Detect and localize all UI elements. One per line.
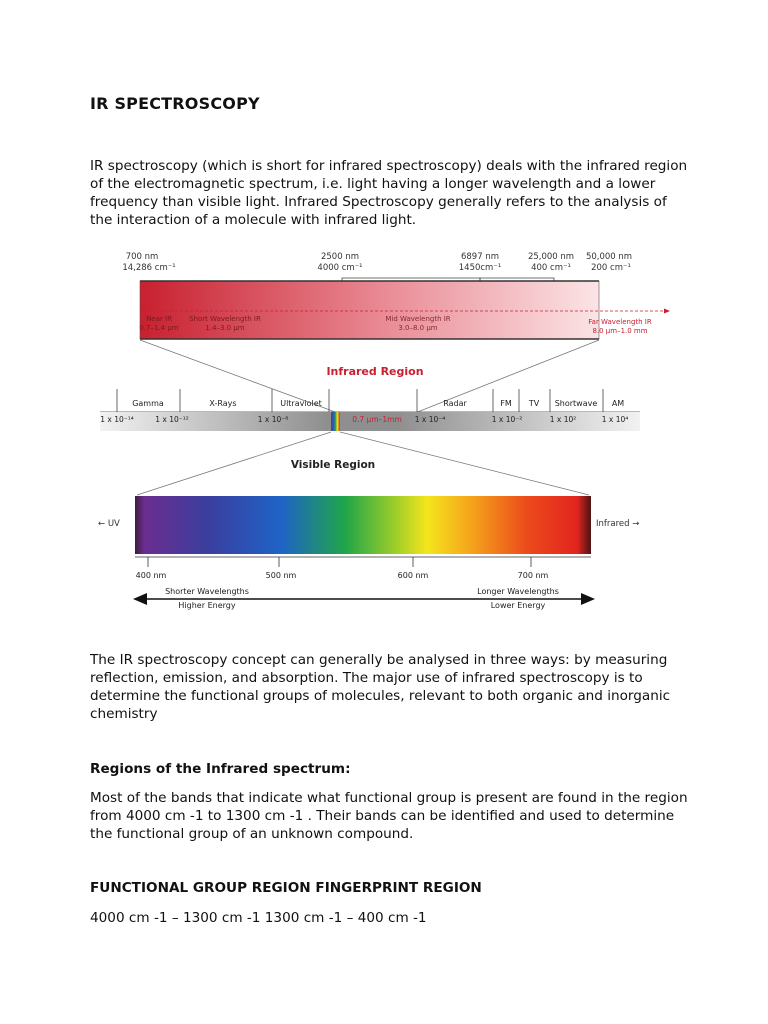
- ir-label-400: 400 cm⁻¹: [531, 263, 571, 273]
- ir-label-1450: 1450cm⁻¹: [458, 263, 502, 273]
- em-scale-7: 1 x 10⁴: [601, 415, 629, 424]
- near-ir-range: 0.7–1.4 μm: [139, 324, 179, 332]
- em-scale-1: 1 x 10⁻¹⁴: [100, 415, 134, 424]
- tick-700nm: 700 nm: [517, 571, 549, 580]
- tick-400nm: 400 nm: [135, 571, 167, 580]
- ir-label-2500nm: 2500 nm: [320, 252, 360, 262]
- regions-paragraph: Most of the bands that indicate what functional group is present are found in the region from 4000 cm -1 to 1300 cm -1 . Their bands can be identified and used to determine the functional group of an unknown compound.: [90, 790, 688, 842]
- em-spectrum-strip: [100, 389, 640, 431]
- region-table-heading: FUNCTIONAL GROUP REGION FINGERPRINT REGION: [90, 880, 482, 896]
- em-scale-5: 1 x 10⁻²: [491, 415, 523, 424]
- visible-region-label: Visible Region: [290, 459, 376, 471]
- em-radar: Radar: [443, 399, 467, 408]
- ir-label-200: 200 cm⁻¹: [591, 263, 631, 273]
- tick-600nm: 600 nm: [397, 571, 429, 580]
- far-ir-label: Far Wavelength IR: [588, 318, 652, 326]
- em-tv: TV: [528, 399, 540, 408]
- short-ir-range: 1.4–3.0 μm: [205, 324, 245, 332]
- ir-label-50000nm: 50,000 nm: [585, 252, 633, 262]
- lower-energy: Lower Energy: [490, 601, 546, 610]
- page-title: IR SPECTROSCOPY: [90, 94, 260, 113]
- region-ranges: 4000 cm -1 – 1300 cm -1 1300 cm -1 – 400 cm -1: [90, 910, 427, 926]
- shorter-wavelengths: Shorter Wavelengths: [165, 587, 249, 596]
- infrared-region-label: Infrared Region: [326, 365, 424, 378]
- ir-label-6897nm: 6897 nm: [460, 252, 500, 262]
- em-scale-2: 1 x 10⁻¹²: [155, 415, 189, 424]
- intro-paragraph: IR spectroscopy (which is short for infrared spectroscopy) deals with the infrared region of the electromagnetic spectrum, i.e. light having a longer wavelength and a lower frequency than visible light. Infrared Spectroscopy generally refers to the analysis of the interaction of a molecule with infrared light.: [90, 158, 688, 228]
- ir-wavelength-labels: [122, 252, 632, 273]
- mid-ir-range: 3.0–8.0 μm: [398, 324, 438, 332]
- em-spectrum-figure: [95, 244, 675, 616]
- short-ir-label: Short Wavelength IR: [189, 315, 261, 323]
- em-gamma: Gamma: [132, 399, 164, 408]
- em-am: AM: [611, 399, 625, 408]
- ir-label-700nm: 700 nm: [125, 252, 159, 262]
- tick-500nm: 500 nm: [265, 571, 297, 580]
- em-ultraviolet: Ultraviolet: [280, 399, 322, 408]
- far-ir-range: 8.0 μm–1.0 mm: [592, 327, 648, 335]
- visible-ticks: [135, 557, 591, 567]
- concept-paragraph: The IR spectroscopy concept can generally be analysed in three ways: by measuring reflection, emission, and absorption. The major use of infrared spectroscopy is to determine the functional groups of molecules, relevant to both organic and inorganic chemistry: [90, 652, 671, 722]
- em-scale-3: 1 x 10⁻⁸: [257, 415, 289, 424]
- ir-label-14286: 14,286 cm⁻¹: [122, 263, 176, 273]
- higher-energy: Higher Energy: [178, 601, 236, 610]
- ir-label-4000: 4000 cm⁻¹: [317, 263, 363, 273]
- em-visible-window: [331, 412, 340, 431]
- mid-ir-label: Mid Wavelength IR: [385, 315, 451, 323]
- regions-heading: Regions of the Infrared spectrum:: [90, 761, 351, 777]
- visible-spectrum-band: [135, 496, 591, 554]
- em-scale-ir: 0.7 μm–1mm: [352, 415, 402, 424]
- longer-wavelengths: Longer Wavelengths: [477, 587, 559, 596]
- em-fm: FM: [500, 399, 512, 408]
- ir-label-25000nm: 25,000 nm: [527, 252, 575, 262]
- em-xrays: X-Rays: [209, 399, 237, 408]
- uv-label: ← UV: [98, 519, 120, 529]
- em-shortwave: Shortwave: [554, 399, 598, 408]
- infrared-arrow-label: Infrared →: [596, 519, 640, 529]
- em-scale-6: 1 x 10²: [549, 415, 577, 424]
- em-scale-4: 1 x 10⁻⁴: [414, 415, 446, 424]
- near-ir-label: Near IR: [146, 315, 172, 323]
